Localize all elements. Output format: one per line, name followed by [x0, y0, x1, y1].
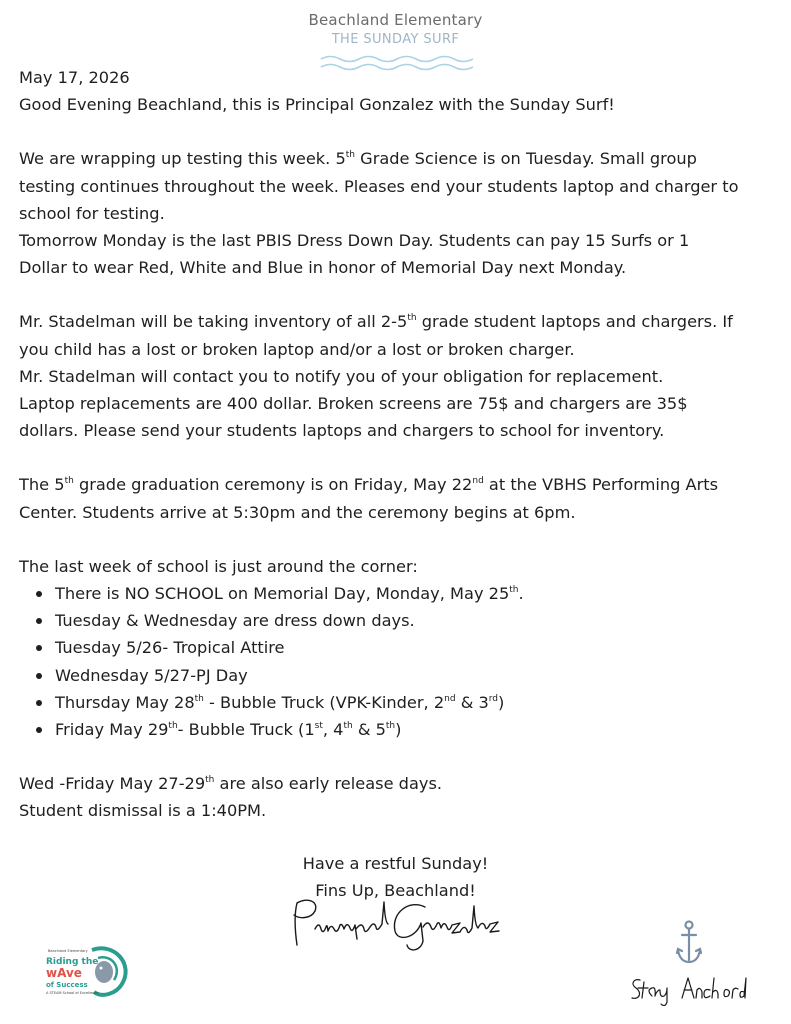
closing-line-1: Have a restful Sunday!	[302, 854, 489, 873]
list-item: Tuesday 5/26- Tropical Attire	[55, 634, 779, 661]
logo-text: wAve	[46, 966, 82, 980]
laptop-paragraph: Mr. Stadelman will be taking inventory of all 2-5th grade student laptops and chargers. If	[19, 312, 733, 332]
list-item: Thursday May 28th - Bubble Truck (VPK-Kinder, 2nd & 3rd)	[55, 689, 779, 716]
principal-signature	[285, 893, 505, 955]
laptop-line-3: Mr. Stadelman will contact you to notify you of your obligation for replacement.	[19, 366, 664, 386]
closing-line-2: Fins Up, Beachland!	[315, 881, 476, 901]
logo-text: Beachland Elementary	[48, 949, 88, 953]
laptop-line-4: Laptop replacements are 400 dollar. Broken screens are 75$ and chargers are 35$	[19, 394, 688, 414]
laptop-line-5: dollars. Please send your students laptops and chargers to school for inventory.	[19, 421, 665, 441]
greeting: Good Evening Beachland, this is Principal Gonzalez with the Sunday Surf!	[19, 95, 615, 115]
laptop-line-2: you child has a lost or broken laptop and/or a lost or broken charger.	[19, 339, 575, 359]
stay-anchored-block	[626, 920, 752, 1006]
pbis-line-2: Dollar to wear Red, White and Blue in honor of Memorial Day next Monday.	[19, 258, 627, 278]
testing-line-3: school for testing.	[19, 203, 165, 223]
letter-body	[19, 64, 779, 825]
list-item: Tuesday & Wednesday are dress down days.	[55, 607, 779, 634]
list-item: There is NO SCHOOL on Memorial Day, Monday, May 25th.	[55, 580, 779, 607]
testing-line-2: testing continues throughout the week. Pleases end your students laptop and charger to	[19, 176, 739, 196]
stay-anchored-script	[626, 972, 752, 1006]
school-logo	[42, 944, 132, 1000]
last-week-list	[19, 580, 779, 743]
graduation-paragraph: The 5th grade graduation ceremony is on Friday, May 22nd at the VBHS Performing Arts	[19, 475, 719, 495]
graduation-line-2: Center. Students arrive at 5:30pm and the ceremony begins at 6pm.	[19, 502, 576, 522]
list-item: Wednesday 5/27-PJ Day	[55, 662, 779, 689]
letter-date: May 17, 2026	[19, 68, 130, 87]
logo-text: Riding the	[46, 957, 99, 967]
logo-text: A STEAM School of Excellence	[46, 991, 99, 995]
last-week-intro: The last week of school is just around the corner:	[19, 556, 418, 576]
early-release-line-2: Student dismissal is a 1:40PM.	[19, 801, 267, 821]
early-release-line-1: Wed -Friday May 27-29th are also early release days.	[19, 774, 443, 794]
anchor-icon	[676, 920, 702, 966]
testing-paragraph: We are wrapping up testing this week. 5th Grade Science is on Tuesday. Small group	[19, 149, 697, 169]
logo-text: of Success	[46, 981, 88, 989]
pbis-line-1: Tomorrow Monday is the last PBIS Dress Down Day. Students can pay 15 Surfs or 1	[19, 231, 690, 251]
newsletter-title: THE SUNDAY SURF	[331, 32, 460, 47]
school-name: Beachland Elementary	[308, 11, 483, 29]
list-item: Friday May 29th- Bubble Truck (1st, 4th & 5th)	[55, 716, 779, 743]
